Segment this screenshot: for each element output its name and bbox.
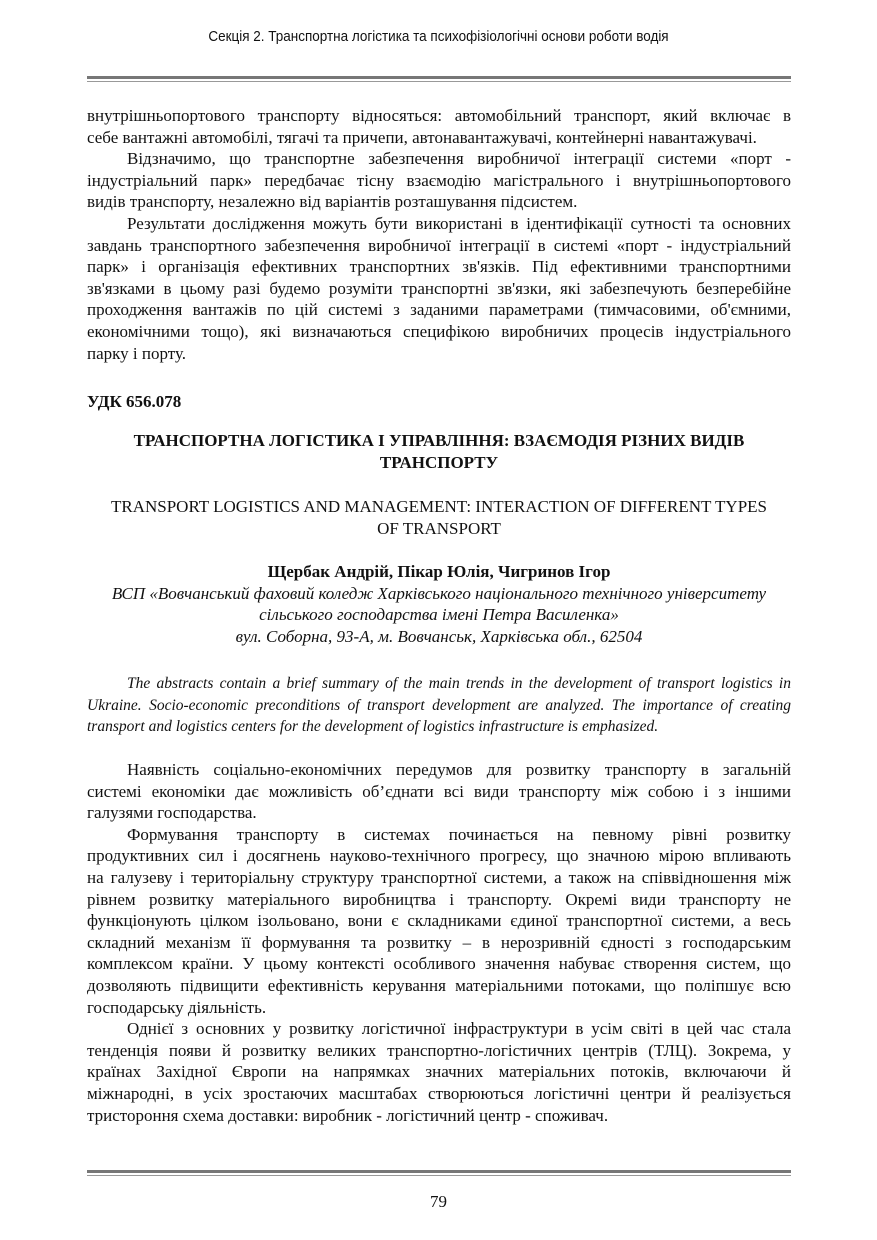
paragraph-line: The abstracts contain a brief summary of the main trends in the development of transport logistics in (127, 675, 791, 692)
title-uk-line: ТРАНСПОРТУ (379, 452, 499, 472)
header-rule (87, 76, 791, 82)
paragraph-line: парку і порту. (87, 343, 187, 363)
title-en-line: OF TRANSPORT (377, 518, 501, 538)
footer-rule (87, 1170, 791, 1176)
abstract (87, 673, 791, 738)
paragraph-line: дозволяють підвищити ефективність керування матеріальними потоками, що поліпшує всю (87, 975, 791, 995)
page-number: 79 (430, 1192, 447, 1211)
paragraph-line: комплексом країни. У цьому контексті особливого значення набуває створення систем, що (87, 954, 791, 974)
paragraph-line: проходження вантажів по цій системі з заданими параметрами (тимчасовими, об'ємними, (87, 300, 791, 320)
paragraph-line: Однієї з основних у розвитку логістичної інфраструктури в усім світі в цей час стала (127, 1019, 791, 1039)
paragraph-line: господарську діяльність. (87, 997, 267, 1017)
paragraph-line: рівнем розвитку матеріального виробництва і транспорту. Окремі види транспорту не (87, 889, 791, 909)
paragraph-line: індустріальний парк» передбачає тісну взаємодію магістрального і внутрішньопортового (87, 170, 791, 190)
affiliation-line: сільського господарства імені Петра Василенка» (259, 605, 619, 625)
running-header: Секція 2. Транспортна логістика та психофізіологічні основи роботи водія (208, 29, 669, 45)
title-english (87, 496, 791, 539)
paragraph-line: функціонують цілком ізольовано, вони є складниками єдиної транспортної системи, а весь (87, 911, 791, 931)
authors-block (87, 561, 791, 647)
paragraph-line: парк» і організація ефективних транспортних зв'язків. Під ефективними транспортними (87, 257, 791, 277)
paragraph-line: країнах Західної Європи на напрямках значних матеріальних потоків, включаючи й (87, 1062, 791, 1082)
paragraph-line: складний механізм її формування та розвитку – в нерозривній єдності з господарським (87, 932, 791, 952)
paragraph-line: на галузеву і територіальну структуру транспортної системи, а також на співвідношення між (87, 867, 791, 887)
paragraph-line: Результати дослідження можуть бути використані в ідентифікації сутності та основних (127, 213, 791, 233)
paragraph-line: міжнародні, в усіх зростаючих масштабах створюються логістичні центри й реалізується (87, 1083, 791, 1103)
paragraph-line: тенденція появи й розвитку великих транспортно-логістичних центрів (ТЛЦ). Зокрема, у (87, 1040, 791, 1060)
affiliation-line: ВСП «Вовчанський фаховий коледж Харківського національного технічного університету (111, 583, 767, 603)
udc-label: УДК 656.078 (87, 392, 182, 411)
title-en-line: TRANSPORT LOGISTICS AND MANAGEMENT: INTERACTION OF DIFFERENT TYPES (111, 497, 767, 516)
paragraph-line: Наявність соціально-економічних передумов для розвитку транспорту в загальній (127, 760, 791, 779)
paragraph-line: transport and logistics centers for the development of logistics infrastructure is emphasized. (87, 718, 659, 735)
intro-text (87, 105, 791, 364)
body-text (87, 759, 791, 1126)
authors: Щербак Андрій, Пікар Юлія, Чигринов Ігор (267, 562, 611, 581)
paragraph-line: видів транспорту, незалежно від варіантів розташування підсистем. (87, 192, 578, 212)
paragraph-line: галузями господарства. (87, 803, 257, 823)
paragraph-line: продуктивних сил і досягнень науково-технічного прогресу, що значною мірою впливають (87, 846, 791, 866)
paragraph-line: зв'язками в цьому разі будемо розуміти транспортні зв'язки, які забезпечують безперебійне (87, 278, 791, 298)
paragraph-line: тристороння схема доставки: виробник - логістичний центр - споживач. (87, 1105, 609, 1125)
title-ukrainian (87, 430, 791, 473)
udc-code (87, 391, 791, 413)
paragraph-line: системі економіки дає можливість об’єднати всі види транспорту між собою і з іншими (87, 781, 791, 801)
paragraph-line: Ukraine. Socio-economic preconditions of transport development are analyzed. The importance of creating (87, 696, 791, 714)
paragraph-line: внутрішньопортового транспорту відносяться: автомобільний транспорт, який включає в (87, 106, 791, 125)
paragraph-line: себе вантажні автомобілі, тягачі та причепи, автонавантажувачі, контейнерні навантажувачі. (87, 127, 757, 147)
title-uk-line: ТРАНСПОРТНА ЛОГІСТИКА І УПРАВЛІННЯ: ВЗАЄМОДІЯ РІЗНИХ ВИДІВ (133, 431, 745, 450)
affiliation-line: вул. Соборна, 93-А, м. Вовчанськ, Харківська обл., 62504 (235, 626, 643, 646)
paragraph-line: Відзначимо, що транспортне забезпечення виробничої інтеграції системи «порт - (127, 149, 791, 169)
paragraph-line: Формування транспорту в системах починається на певному рівні розвитку (127, 824, 791, 844)
paragraph-line: завдань транспортного забезпечення виробничої інтеграції в системі «порт - індустріальний (87, 235, 791, 255)
paragraph-line: економічними тощо), які визначаються специфікою виробничих процесів індустріального (87, 321, 791, 341)
